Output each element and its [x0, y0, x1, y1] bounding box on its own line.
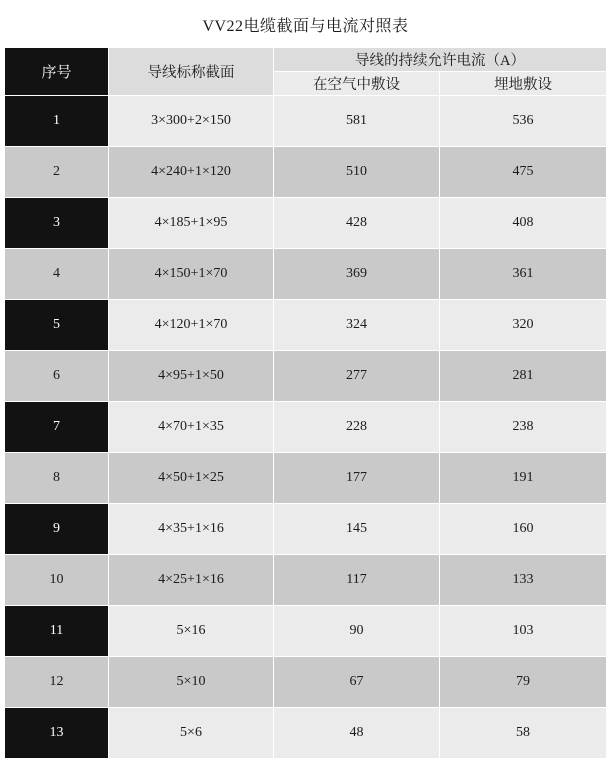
cable-current-table	[4, 0, 607, 759]
table-row	[5, 402, 607, 453]
row-spec-cell: 4×70+1×35	[109, 402, 274, 453]
table-row	[5, 606, 607, 657]
row-spec-cell: 4×120+1×70	[109, 300, 274, 351]
row-index-cell: 4	[5, 249, 109, 300]
row-spec-cell: 3×300+2×150	[109, 96, 274, 147]
row-index-cell: 13	[5, 708, 109, 759]
column-header-spec: 导线标称截面	[109, 48, 274, 96]
table-row	[5, 708, 607, 759]
row-buried-current-cell: 361	[440, 249, 607, 300]
page-title: VV22电缆截面与电流对照表	[5, 1, 607, 48]
row-index-cell: 2	[5, 147, 109, 198]
table-row	[5, 249, 607, 300]
row-index-cell: 9	[5, 504, 109, 555]
table-row	[5, 453, 607, 504]
row-air-current-cell: 177	[274, 453, 440, 504]
column-header-index: 序号	[5, 48, 109, 96]
row-buried-current-cell: 160	[440, 504, 607, 555]
row-buried-current-cell: 475	[440, 147, 607, 198]
row-spec-cell: 4×50+1×25	[109, 453, 274, 504]
row-buried-current-cell: 536	[440, 96, 607, 147]
row-index-cell: 1	[5, 96, 109, 147]
row-index-cell: 5	[5, 300, 109, 351]
row-spec-cell: 5×16	[109, 606, 274, 657]
row-spec-cell: 5×6	[109, 708, 274, 759]
row-air-current-cell: 277	[274, 351, 440, 402]
row-buried-current-cell: 58	[440, 708, 607, 759]
row-buried-current-cell: 238	[440, 402, 607, 453]
row-air-current-cell: 228	[274, 402, 440, 453]
table-row	[5, 96, 607, 147]
row-air-current-cell: 48	[274, 708, 440, 759]
table-row	[5, 555, 607, 606]
table-row	[5, 147, 607, 198]
row-buried-current-cell: 281	[440, 351, 607, 402]
row-air-current-cell: 324	[274, 300, 440, 351]
row-spec-cell: 4×35+1×16	[109, 504, 274, 555]
row-buried-current-cell: 79	[440, 657, 607, 708]
table-row	[5, 300, 607, 351]
table-row	[5, 198, 607, 249]
table-title-row	[5, 1, 607, 48]
row-spec-cell: 4×185+1×95	[109, 198, 274, 249]
row-buried-current-cell: 320	[440, 300, 607, 351]
row-buried-current-cell: 133	[440, 555, 607, 606]
row-spec-cell: 5×10	[109, 657, 274, 708]
row-spec-cell: 4×150+1×70	[109, 249, 274, 300]
column-header-buried: 埋地敷设	[440, 72, 607, 96]
row-air-current-cell: 90	[274, 606, 440, 657]
row-air-current-cell: 428	[274, 198, 440, 249]
table-row	[5, 351, 607, 402]
table-row	[5, 657, 607, 708]
row-buried-current-cell: 191	[440, 453, 607, 504]
row-air-current-cell: 510	[274, 147, 440, 198]
column-header-current-group: 导线的持续允许电流（A）	[274, 48, 607, 72]
row-index-cell: 10	[5, 555, 109, 606]
row-spec-cell: 4×95+1×50	[109, 351, 274, 402]
row-air-current-cell: 117	[274, 555, 440, 606]
row-index-cell: 3	[5, 198, 109, 249]
row-air-current-cell: 67	[274, 657, 440, 708]
row-buried-current-cell: 103	[440, 606, 607, 657]
row-air-current-cell: 145	[274, 504, 440, 555]
table-row	[5, 504, 607, 555]
row-index-cell: 7	[5, 402, 109, 453]
row-air-current-cell: 369	[274, 249, 440, 300]
table-header-row-1	[5, 48, 607, 72]
row-air-current-cell: 581	[274, 96, 440, 147]
row-buried-current-cell: 408	[440, 198, 607, 249]
row-index-cell: 12	[5, 657, 109, 708]
column-header-air: 在空气中敷设	[274, 72, 440, 96]
row-index-cell: 11	[5, 606, 109, 657]
row-index-cell: 8	[5, 453, 109, 504]
row-spec-cell: 4×240+1×120	[109, 147, 274, 198]
row-index-cell: 6	[5, 351, 109, 402]
row-spec-cell: 4×25+1×16	[109, 555, 274, 606]
